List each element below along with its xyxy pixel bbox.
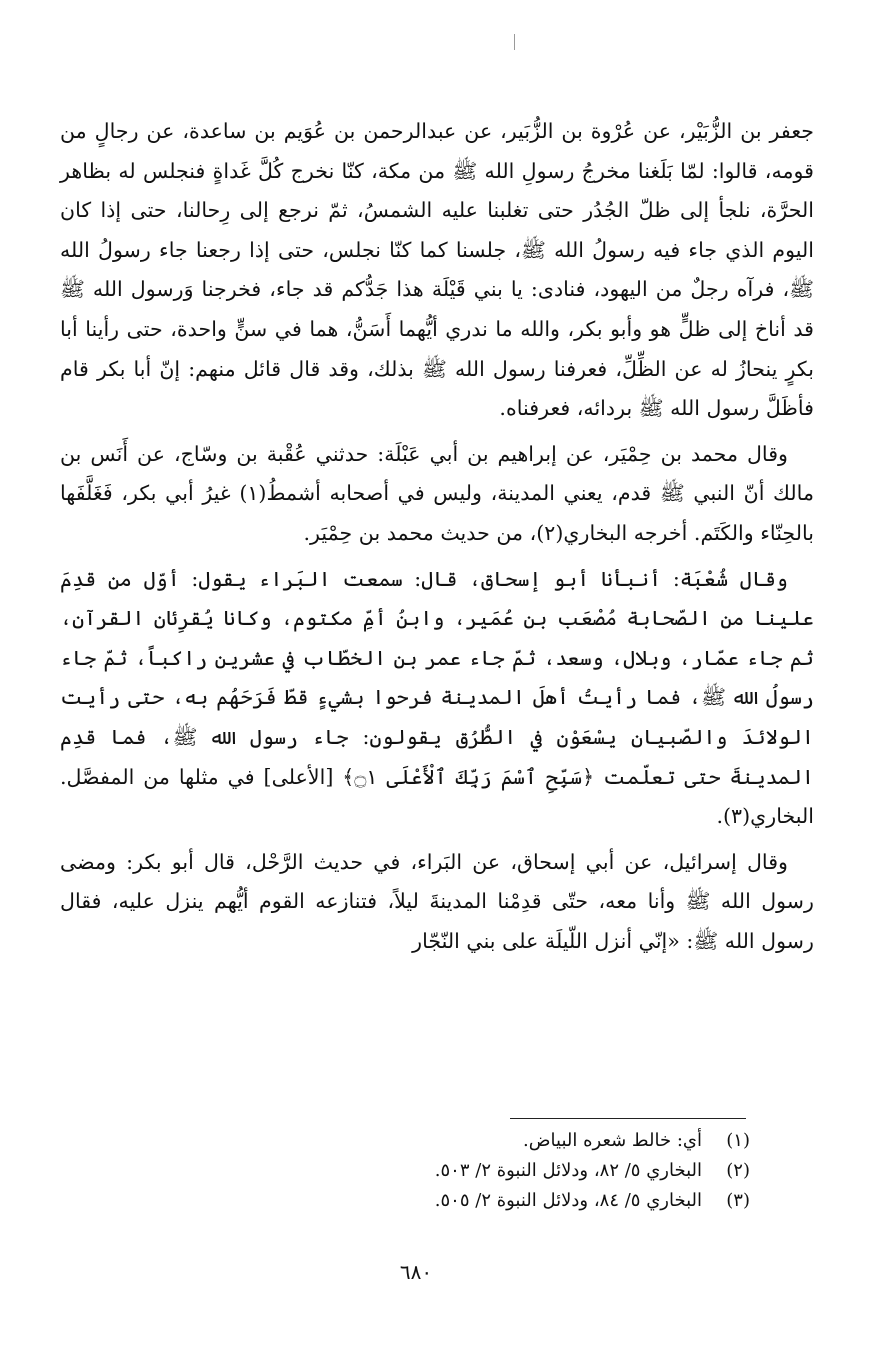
paragraph: وقال شُعْبَة: أنبأنا أبو إسحاق، قال: سمعت البَراء يقول: أوّل من قدِمَ علينا من الصّحابة مُصْعَب بن عُمَير، وابنُ أمِّ مكتوم، وكانا يُقرِئان القرآن، ثم جاء عمّار، وبلال، وسعد، ثمّ جاء عمر بن الخطّاب في عشرين راكباً، ثمّ جاء رسولُ الله ﷺ، فما رأيتُ أهلَ المدينة فرحوا بشيءٍ قطّ فَرَحَهُم به، حتى رأيت الولائدَ والصّبيان يسْعَوْن في الطُّرُق يقولون: جاء رسول الله ﷺ، فما قدِم المدينةَ حتى تعلّمت ﴿سَبِّحِ ٱسْمَ رَبِّكَ ٱلْأَعْلَى ۝١﴾ [الأعلى] في مثلها من المفصَّل. البخاري(٣). [60,566,814,829]
footnote-text: البخاري ٥/ ٨٤، ودلائل النبوة ٢/ ٥٠٥. [434,1190,702,1211]
footnote [300,1126,750,1156]
footnote-text: البخاري ٥/ ٨٢، ودلائل النبوة ٢/ ٥٠٣. [434,1160,702,1181]
footnote [300,1186,750,1216]
paragraph: وقال إسرائيل، عن أبي إسحاق، عن البَراء، في حديث الرَّحْل، قال أبو بكر: ومضى رسول الله ﷺ وأنا معه، حتّى قدِمْنا المدينةَ ليلاً، فتنازعه القوم أيُّهم ينزل عليه، فقال رسول الله ﷺ: «إنّي أنزل اللّيلَة على بني النّجّار [60,849,814,953]
main-text [60,112,814,961]
footnote-number: (٣) [726,1190,750,1211]
footnote-separator [510,1118,746,1119]
footnotes [300,1126,750,1216]
footnote-text: أي: خالط شعره البياض. [523,1130,702,1151]
paragraph: جعفر بن الزُّبَيْر، عن عُرْوة بن الزُّبَير، عن عبدالرحمن بن عُوَيم بن ساعدة، عن رجالٍ من قومه، قالوا: لمّا بَلَغنا مخرجُ رسولِ الله ﷺ من مكة، كنّا نخرج كُلَّ غَداةٍ فنجلس له بظاهر الحرَّة، نلجأ إلى ظلّ الجُدُر حتى تغلبنا عليه الشمسُ، ثمّ نرجع إلى رِحالنا، حتى إذا كان اليوم الذي جاء فيه رسولُ الله ﷺ، جلسنا كما كنّا نجلس، حتى إذا رجعنا جاء رسولُ الله ﷺ، فرآه رجلٌ من اليهود، فنادى: يا بني قَيْلَة هذا جَدُّكم قد جاء، فخرجنا وَرسول الله ﷺ قد أناخ إلى ظلٍّ هو وأبو بكر، والله ما ندري أيُّهما أَسَنُّ، هما في سنٍّ واحدة، حتى رأينا أبا بكرٍ ينحازُ له عن الظِّلِّ، فعرفنا رسول الله ﷺ بذلك، وقد قال قائل منهم: إنّ أبا بكر قام فأظَلَّ رسول الله ﷺ بردائه، فعرفناه. [60,119,814,421]
footnote-number: (١) [726,1130,750,1151]
top-scan-mark [514,34,515,50]
footnote-number: (٢) [726,1160,750,1181]
page-number: ٦٨٠ [399,1260,433,1284]
paragraph: وقال محمد بن حِمْيَر، عن إبراهيم بن أبي عَبْلَة: حدثني عُقْبة بن وسّاج، عن أَنَس بن مالك أنّ النبي ﷺ قدم، يعني المدينة، وليس في أصحابه أشمطُ(١) غيرُ أبي بكر، فَغَلَّفَها بالحِنّاء والكَتَم. أخرجه البخاري(٢)، من حديث محمد بن حِمْيَر. [60,441,814,545]
footnote [300,1156,750,1186]
